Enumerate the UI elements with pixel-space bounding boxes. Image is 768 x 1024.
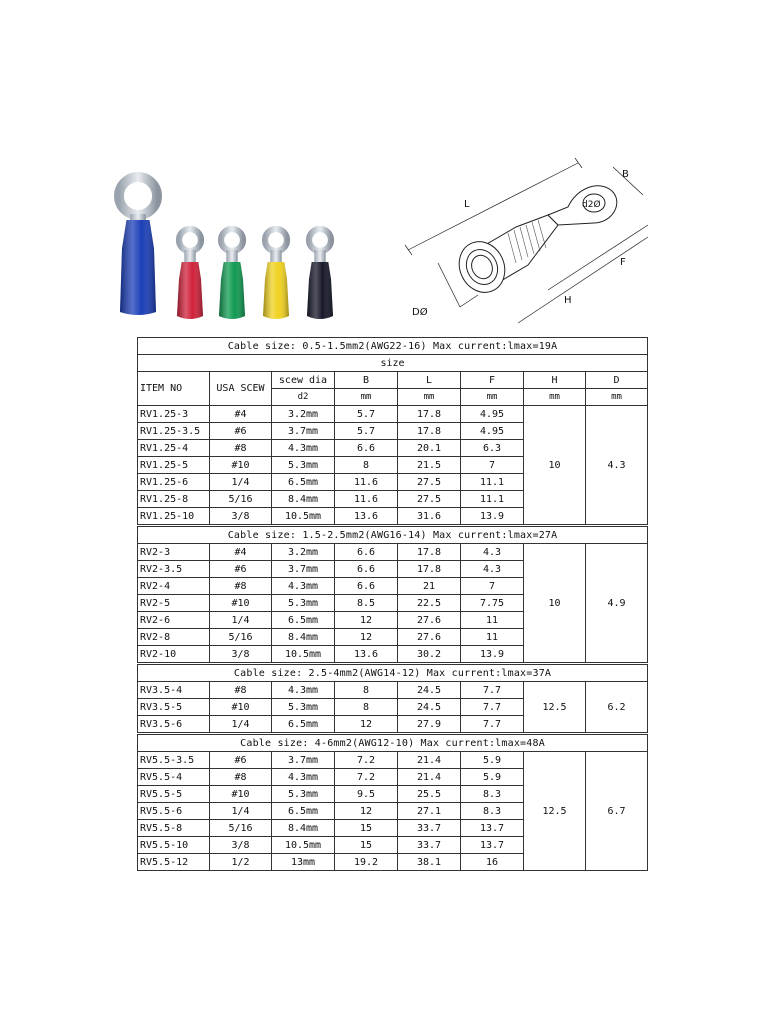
cell-item-no: RV1.25-3	[138, 406, 210, 423]
section-title-row	[138, 664, 648, 682]
cell-screw-dia: 5.3mm	[272, 595, 335, 612]
cell-screw-dia: 8.4mm	[272, 820, 335, 837]
cell-b: 7.2	[335, 769, 398, 786]
cell-item-no: RV2-6	[138, 612, 210, 629]
header-b: B	[335, 372, 398, 389]
header-d: D	[586, 372, 648, 389]
cell-l: 21.5	[398, 457, 461, 474]
dim-label-l: L	[464, 199, 470, 210]
cell-l: 27.5	[398, 474, 461, 491]
cell-l: 27.5	[398, 491, 461, 508]
cell-l: 27.6	[398, 612, 461, 629]
section-title: Cable size: 4-6mm2(AWG12-10) Max current:lmax=48A	[138, 734, 648, 752]
header-size: size	[138, 355, 648, 372]
cell-l: 22.5	[398, 595, 461, 612]
cell-screw-dia: 3.2mm	[272, 544, 335, 561]
header-unit: mm	[586, 389, 648, 406]
cell-b: 6.6	[335, 440, 398, 457]
cell-f: 13.7	[461, 820, 524, 837]
cell-screw-dia: 5.3mm	[272, 786, 335, 803]
cell-f: 13.9	[461, 646, 524, 664]
header-f: F	[461, 372, 524, 389]
cell-item-no: RV1.25-5	[138, 457, 210, 474]
cell-d: 6.2	[586, 682, 648, 734]
cell-f: 7	[461, 578, 524, 595]
cell-f: 11	[461, 629, 524, 646]
cell-item-no: RV2-3	[138, 544, 210, 561]
cell-screw-dia: 10.5mm	[272, 646, 335, 664]
ring-terminal-3	[219, 229, 245, 319]
header-unit: mm	[335, 389, 398, 406]
cell-b: 15	[335, 820, 398, 837]
cell-usa-screw: #6	[210, 752, 272, 769]
cell-h: 12.5	[524, 752, 586, 871]
ring-terminals-photo	[108, 168, 356, 323]
dim-label-f: F	[620, 257, 626, 268]
cell-item-no: RV1.25-6	[138, 474, 210, 491]
cell-screw-dia: 6.5mm	[272, 474, 335, 491]
cell-f: 7.7	[461, 699, 524, 716]
cell-b: 12	[335, 716, 398, 734]
cell-f: 4.3	[461, 544, 524, 561]
cell-f: 13.9	[461, 508, 524, 526]
header-item-no: ITEM NO	[138, 372, 210, 406]
cell-f: 13.7	[461, 837, 524, 854]
cell-screw-dia: 4.3mm	[272, 578, 335, 595]
cell-f: 7.7	[461, 716, 524, 734]
cell-screw-dia: 13mm	[272, 854, 335, 871]
cell-f: 16	[461, 854, 524, 871]
cell-screw-dia: 6.5mm	[272, 803, 335, 820]
cell-screw-dia: 4.3mm	[272, 769, 335, 786]
cell-item-no: RV3.5-4	[138, 682, 210, 699]
cell-f: 6.3	[461, 440, 524, 457]
cell-f: 11	[461, 612, 524, 629]
header-h: H	[524, 372, 586, 389]
cell-usa-screw: 1/4	[210, 612, 272, 629]
section-title: Cable size: 0.5-1.5mm2(AWG22-16) Max current:lmax=19A	[138, 338, 648, 355]
cell-d: 6.7	[586, 752, 648, 871]
cell-usa-screw: #10	[210, 457, 272, 474]
cell-l: 27.9	[398, 716, 461, 734]
table-row	[138, 752, 648, 769]
cell-l: 24.5	[398, 682, 461, 699]
cell-usa-screw: #10	[210, 699, 272, 716]
ring-terminal-1	[119, 177, 157, 315]
header-row	[138, 372, 648, 389]
cell-item-no: RV5.5-12	[138, 854, 210, 871]
cell-f: 8.3	[461, 786, 524, 803]
cell-b: 13.6	[335, 646, 398, 664]
cell-l: 33.7	[398, 837, 461, 854]
table-row	[138, 406, 648, 423]
cell-screw-dia: 5.3mm	[272, 457, 335, 474]
header-unit: mm	[398, 389, 461, 406]
cell-screw-dia: 10.5mm	[272, 837, 335, 854]
cell-item-no: RV5.5-4	[138, 769, 210, 786]
cell-f: 7.75	[461, 595, 524, 612]
section-title-row	[138, 734, 648, 752]
cell-usa-screw: #8	[210, 578, 272, 595]
ring-terminal-5	[307, 229, 333, 319]
section-title: Cable size: 2.5-4mm2(AWG14-12) Max current:lmax=37A	[138, 664, 648, 682]
cell-screw-dia: 3.7mm	[272, 561, 335, 578]
cell-h: 10	[524, 406, 586, 526]
cell-usa-screw: 3/8	[210, 508, 272, 526]
cell-b: 11.6	[335, 491, 398, 508]
cell-item-no: RV2-4	[138, 578, 210, 595]
ring-terminal-4	[263, 229, 289, 319]
cell-l: 21	[398, 578, 461, 595]
cell-b: 8.5	[335, 595, 398, 612]
cell-l: 25.5	[398, 786, 461, 803]
cell-l: 17.8	[398, 544, 461, 561]
cell-l: 17.8	[398, 406, 461, 423]
cell-f: 8.3	[461, 803, 524, 820]
cell-l: 30.2	[398, 646, 461, 664]
cell-f: 4.95	[461, 423, 524, 440]
cell-screw-dia: 3.7mm	[272, 423, 335, 440]
cell-usa-screw: #8	[210, 769, 272, 786]
cell-item-no: RV3.5-5	[138, 699, 210, 716]
cell-item-no: RV5.5-5	[138, 786, 210, 803]
header-unit: mm	[461, 389, 524, 406]
cell-b: 9.5	[335, 786, 398, 803]
cell-f: 7	[461, 457, 524, 474]
cell-screw-dia: 8.4mm	[272, 491, 335, 508]
header-l: L	[398, 372, 461, 389]
cell-item-no: RV1.25-10	[138, 508, 210, 526]
dim-label-b: B	[622, 169, 629, 180]
cell-item-no: RV2-10	[138, 646, 210, 664]
cell-b: 13.6	[335, 508, 398, 526]
table-row	[138, 544, 648, 561]
cell-screw-dia: 5.3mm	[272, 699, 335, 716]
cell-d: 4.3	[586, 406, 648, 526]
cell-usa-screw: 1/4	[210, 474, 272, 491]
cell-l: 33.7	[398, 820, 461, 837]
header-screw-dia: scew dia	[272, 372, 335, 389]
header-d2: d2	[272, 389, 335, 406]
cell-screw-dia: 6.5mm	[272, 612, 335, 629]
cell-b: 8	[335, 682, 398, 699]
table-row	[138, 682, 648, 699]
cell-item-no: RV5.5-6	[138, 803, 210, 820]
cell-d: 4.9	[586, 544, 648, 664]
cell-b: 8	[335, 457, 398, 474]
cell-l: 27.1	[398, 803, 461, 820]
cell-item-no: RV1.25-3.5	[138, 423, 210, 440]
cell-usa-screw: 5/16	[210, 820, 272, 837]
cell-f: 5.9	[461, 752, 524, 769]
cell-usa-screw: #6	[210, 423, 272, 440]
cell-screw-dia: 4.3mm	[272, 440, 335, 457]
cell-usa-screw: #8	[210, 682, 272, 699]
cell-f: 7.7	[461, 682, 524, 699]
section-title-row	[138, 526, 648, 544]
dim-label-d2: d2Ø	[582, 200, 601, 210]
cell-l: 21.4	[398, 752, 461, 769]
dim-label-d: DØ	[412, 307, 428, 318]
cell-f: 11.1	[461, 491, 524, 508]
cell-usa-screw: #4	[210, 406, 272, 423]
cell-usa-screw: #10	[210, 786, 272, 803]
cell-b: 12	[335, 612, 398, 629]
cell-l: 24.5	[398, 699, 461, 716]
cell-usa-screw: #4	[210, 544, 272, 561]
cell-l: 31.6	[398, 508, 461, 526]
cell-screw-dia: 8.4mm	[272, 629, 335, 646]
cell-usa-screw: 1/2	[210, 854, 272, 871]
section-title: Cable size: 1.5-2.5mm2(AWG16-14) Max current:lmax=27A	[138, 526, 648, 544]
cell-item-no: RV1.25-4	[138, 440, 210, 457]
cell-usa-screw: 3/8	[210, 646, 272, 664]
cell-f: 4.3	[461, 561, 524, 578]
cell-b: 5.7	[335, 423, 398, 440]
cell-item-no: RV5.5-8	[138, 820, 210, 837]
dim-label-h: H	[564, 295, 572, 306]
cell-l: 20.1	[398, 440, 461, 457]
cell-screw-dia: 4.3mm	[272, 682, 335, 699]
cell-b: 8	[335, 699, 398, 716]
cell-l: 38.1	[398, 854, 461, 871]
header-unit: mm	[524, 389, 586, 406]
cell-item-no: RV3.5-6	[138, 716, 210, 734]
cell-item-no: RV2-3.5	[138, 561, 210, 578]
cell-l: 21.4	[398, 769, 461, 786]
cell-usa-screw: #10	[210, 595, 272, 612]
specification-table-body	[138, 338, 648, 871]
cell-usa-screw: 3/8	[210, 837, 272, 854]
header-size-row	[138, 355, 648, 372]
cell-item-no: RV2-8	[138, 629, 210, 646]
cell-b: 12	[335, 803, 398, 820]
section-title-row	[138, 338, 648, 355]
cell-usa-screw: #6	[210, 561, 272, 578]
cell-usa-screw: 1/4	[210, 716, 272, 734]
cell-item-no: RV1.25-8	[138, 491, 210, 508]
cell-b: 6.6	[335, 561, 398, 578]
cell-b: 11.6	[335, 474, 398, 491]
cell-b: 6.6	[335, 544, 398, 561]
header-usa-screw: USA SCEW	[210, 372, 272, 406]
cell-f: 4.95	[461, 406, 524, 423]
cell-item-no: RV2-5	[138, 595, 210, 612]
cell-screw-dia: 3.7mm	[272, 752, 335, 769]
cell-b: 7.2	[335, 752, 398, 769]
specification-table	[137, 337, 648, 871]
cell-b: 6.6	[335, 578, 398, 595]
cell-h: 12.5	[524, 682, 586, 734]
cell-h: 10	[524, 544, 586, 664]
cell-screw-dia: 3.2mm	[272, 406, 335, 423]
cell-b: 5.7	[335, 406, 398, 423]
ring-terminal-dimension-drawing	[398, 155, 666, 330]
ring-terminal-2	[177, 229, 203, 319]
cell-l: 17.8	[398, 423, 461, 440]
cell-f: 5.9	[461, 769, 524, 786]
cell-b: 12	[335, 629, 398, 646]
cell-b: 19.2	[335, 854, 398, 871]
cell-screw-dia: 10.5mm	[272, 508, 335, 526]
cell-usa-screw: 5/16	[210, 629, 272, 646]
cell-usa-screw: #8	[210, 440, 272, 457]
cell-f: 11.1	[461, 474, 524, 491]
cell-usa-screw: 5/16	[210, 491, 272, 508]
cell-b: 15	[335, 837, 398, 854]
cell-item-no: RV5.5-3.5	[138, 752, 210, 769]
cell-l: 27.6	[398, 629, 461, 646]
cell-l: 17.8	[398, 561, 461, 578]
cell-usa-screw: 1/4	[210, 803, 272, 820]
cell-item-no: RV5.5-10	[138, 837, 210, 854]
cell-screw-dia: 6.5mm	[272, 716, 335, 734]
